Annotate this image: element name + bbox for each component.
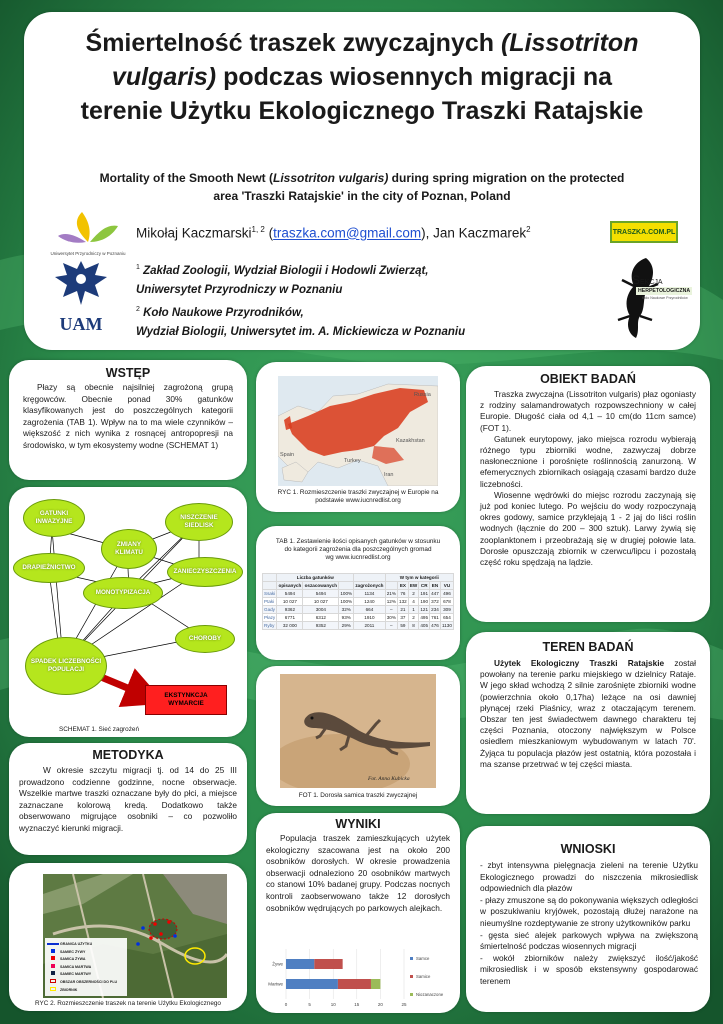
teren-heading: TEREN BADAŃ (542, 640, 634, 654)
tab1-table: Liczba gatunków W tym w kategorii opisanych oszacowanych zagrożonych EX EW CR EN VU Ssaki 5494 5494 100% 1134 21% 76 2 191 447 496 Ptaki 10 027 10 027 100% 1240 12% 132 4 190 372 678 Gady 9362 3004 32% 664 – 21 1 121 234 309 Płazy 6771 6312 93% 1910 30% 37 2 495 761 654 Ryby 32 000 9352 29% 2011 – 59 8 405 476 1130 (264, 575, 452, 628)
node-gatunki-inwazyjne: GATUNKI INWAZYJNE (23, 499, 85, 537)
wstep-panel (9, 360, 247, 480)
chart-xtick-label: 0 (284, 1002, 288, 1007)
node-ekstynkcja: EKSTYNKCJA WYMARCIE (145, 685, 227, 715)
node-zmiany-klimatu: ZMIANY KLIMATU (101, 529, 157, 569)
obiekt-panel (466, 366, 710, 622)
node-choroby: CHOROBY (175, 625, 235, 653)
legend-zbiornik: ZBIORNIK (47, 987, 117, 995)
chart-category-label: Żywe (272, 961, 283, 967)
node-niszczenie-siedlisk: NISZCZENIE SIEDLISK (165, 503, 233, 541)
table-row: Gady 9362 3004 32% 664 – 21 1 121 234 309 (263, 606, 454, 614)
header-panel (24, 12, 700, 350)
chart-xtick-label: 10 (330, 1002, 336, 1007)
chart-bar (314, 959, 342, 969)
chart-category-label: Martwe (268, 981, 283, 987)
legend-samiec-martwy: SAMIEC MARTWY (47, 971, 117, 979)
obiekt-p1: Traszka zwyczajna (Lissotriton vulgaris) płaz ogoniasty z rodziny salamandrowatych rozpowszechniony w całej Europie. Długość ciała od 4,1 – 10 cm(do 11cm samce) (FOT 1). (480, 389, 696, 433)
table-row: Płazy 6771 6312 93% 1910 30% 37 2 495 761 654 (263, 614, 454, 622)
teren-panel (466, 632, 710, 814)
chart-xtick-label: 15 (354, 1002, 360, 1007)
chart-xtick-label: 5 (308, 1002, 311, 1007)
node-drapieznictwo: DRAPIEŻNICTWO (13, 553, 85, 583)
wyniki-heading: WYNIKI (335, 817, 381, 831)
tab1-caption: TAB 1. Zestawienie ilości opisanych gatunków w stosunku do kategorii zagrożenia dla poszczególnych gromad wg www.iucnredlist.org (275, 538, 441, 561)
teren-text: Użytek Ekologiczny Traszki Ratajskie został powołany na terenie parku miejskiego w dzielnicy Rataje. W jego skład wchodzą 2 silnie zarośnięte zbiorniki wodne (powierzchnia około 0,17ha) leżące na osi dawniej płynącej rzeki Piaśnicy, wraz z otaczającym terenem. Obszar ten jest świadectwem dawnego charakteru tej części Poznania, otoczony największym w Polsce osiedlem mieszkaniowym wybudowanym w latach 70'. Żyjąca tu populacja płazów jest ostatnią, która pozostała i ma szanse przetrwać w tej części miasta. (480, 658, 696, 769)
chart-legend-swatch (410, 975, 413, 978)
schemat-caption: SCHEMAT 1. Sieć zagrożeń (59, 726, 140, 733)
wyniki-chart (264, 945, 454, 1009)
ryc2-caption: RYC 2. Rozmieszczenie traszek na terenie Użytku Ekologicznego (34, 1000, 221, 1007)
wstep-text: Płazy są obecnie najsilniej zagrożoną grupą kręgowców. Obecnie ponad 30% gatunków klasyfikowanych jest do poszczególnych kategorii zagrożenia (TAB 1). Wpływ na to ma wiele czynników – większość z nich wynika z rosnącej antropopresji na środowisko, w tym ekosystemy wodne (SCHEMAT 1) (23, 382, 233, 450)
fot1-newt-photo (280, 674, 436, 788)
logo-uam: UAM (48, 255, 114, 337)
metodyka-text: W okresie szczytu migracji tj. od 14 do 25 III prowadzono codzienne godzinne, nocne obserwacje. Wszelkie martwe traszki oznaczane były do płci, a miejsce zaznaczane kolorową kredą. Dodatkowo także obserwowano migrujące osobniki – co pozwoliło wyznaczyć kierunki migracji. (19, 765, 237, 833)
logo-traszka: TRASZKA.COM.PL (610, 221, 678, 243)
map-label-russia: Russia (414, 392, 431, 398)
node-monotypizacja: MONOTYPIZACJA (83, 577, 163, 609)
map-label-turkey: Turkey (344, 458, 361, 464)
logo-sekcja: SEKCJA HERPETOLOGICZNA Koło Naukowe Przyrodników (606, 254, 698, 342)
chart-bar (338, 979, 371, 989)
ryc1-panel (256, 362, 460, 512)
map-label-spain: Spain (280, 452, 295, 458)
chart-bar (371, 979, 380, 989)
chart-bar (286, 979, 338, 989)
legend-samica-zywa: SAMICA ŻYWA (47, 956, 117, 964)
ryc1-caption: RYC 1. Rozmieszczenie traszki zwyczajnej w Europie na podstawie www.iucnredlist.org (277, 489, 439, 504)
chart-bar (286, 959, 314, 969)
wnioski-panel (466, 826, 710, 1012)
schemat-panel (9, 487, 247, 737)
authors: Mikołaj Kaczmarski$^{1, 2}$ (traszka.com@gmail.com), Jan Kaczmarek$^2$ (136, 225, 531, 241)
wyniki-panel (256, 813, 460, 1013)
fot1-caption: FOT 1. Dorosła samica traszki zwyczajnej (298, 792, 418, 799)
table-row: Ryby 32 000 9352 29% 2011 – 59 8 405 476 1130 (264, 623, 452, 628)
wnioski-heading: WNIOSKI (560, 842, 616, 856)
node-zanieczyszczenia: ZANIECZYSZCZENIA (167, 557, 243, 587)
legend-samiec-zywy: SAMIEC ŻYWY (47, 949, 117, 957)
metodyka-heading: METODYKA (92, 748, 164, 762)
wstep-heading: WSTĘP (105, 366, 151, 380)
poster-title: Śmiertelność traszek zwyczajnych (Lissotriton vulgaris) podczas wiosennych migracji na terenie Użytku Ekologicznego Traszki Ratajskie (80, 29, 644, 125)
affiliations: $^1$ Zakład Zoologii, Wydział Biologii i Hodowli Zwierząt, Uniwersytet Przyrodniczy w Poznaniu $^2$ Koło Naukowe Przyrodników, Wydział Biologii, Uniwersytet im. A. Mickiewicza w Poznaniu (136, 264, 466, 338)
table-row: Ssaki 5494 5494 100% 1134 21% 76 2 191 447 496 (263, 590, 454, 598)
eagle-icon (51, 255, 111, 311)
legend-granica: GRANICA UŻYTKU (47, 941, 117, 949)
author-email-link[interactable]: traszka.com@gmail.com (273, 225, 422, 241)
chart-legend-label: Samice (416, 974, 431, 979)
metodyka-panel (9, 743, 247, 855)
chart-legend-swatch (410, 993, 413, 996)
legend-samica-martwa: SAMICA MARTWA (47, 964, 117, 972)
wyniki-text: Populacja traszek zamieszkujących użytek ekologiczny szacowana jest na około 200 osobników dorosłych. W okresie prowadzenia obserwacji odnaleziono 20 osobników martwych co stanowi 10% badanej grupy. Podczas nocnych kontroli zaobserwowano także 12 dorosłych osobników wędrujących po parkowych alejkach. (266, 833, 450, 913)
obiekt-heading: OBIEKT BADAŃ (540, 372, 636, 386)
chart-xtick-label: 20 (377, 1002, 383, 1007)
legend-obszar: OBSZAR OBSZERNOŚCI DO PLU (47, 979, 117, 987)
tab1-panel (256, 526, 460, 660)
map-label-kazakhstan: Kazakhstan (396, 438, 425, 444)
up-leaf-icon (38, 208, 138, 246)
wnioski-item: - gęsta sieć alejek parkowych wpływa na zwiększoną śmiertelność podczas wiosennych migracji (480, 929, 698, 952)
fot1-credit: Fot. Anna Kubicka (368, 776, 410, 782)
obiekt-p3: Wiosenne wędrówki do miejsc rozrodu zaczynają się już pod koniec lutego. Po wejściu do wody rozpoczynają okres godowy, samice przyklejają 1 - 2 jaj do liści roślin wodnych (łącznie do 200 – 300 sztuk). Larwy żywią się zooplanktonem i przeobrażają się w drugiej połowie lata. Dorosłe opuszczają zbiornik w czerwcu/lipcu i pozostałą część roku spędzają na lądzie. (480, 489, 696, 568)
fot1-panel (256, 666, 460, 806)
node-spadek-populacji: SPADEK LICZEBNOŚCI POPULACJI (25, 637, 107, 695)
chart-legend-label: Niozanaczone (416, 992, 444, 997)
chart-xtick-label: 25 (401, 1002, 407, 1007)
wnioski-item: - płazy zmuszone są do pokonywania większych odległości w poszukiwaniu kryjówek, pozostają dłużej narażone na nieumyślne rozdeptywanie ze strony użytkowników parku (480, 894, 698, 928)
poster-subtitle: Mortality of the Smooth Newt (Lissotriton vulgaris) during spring migration on the protected area 'Traszki Ratajskie' in the city of Poznan, Poland (99, 171, 625, 203)
wnioski-item: - zbyt intensywna pielęgnacja zieleni na terenie Użytku Ekologicznego prowadzi do niszczenia mikrosiedlisk odpowiednich dla płazów (480, 860, 698, 894)
obiekt-p2: Gatunek eurytopowy, jako miejsca rozrodu wybierają różnego typu zbiorniki wodne, zazwyczaj dobrze nasłonecznione i porośnięte roślinnością zanurzoną. W efemerycznych zbiornikach osiągają czasami bardzo duże liczebności. (480, 433, 696, 489)
chart-legend-label: Samce (416, 956, 430, 961)
ryc2-panel (9, 863, 247, 1011)
logo-up: Uniwersytet Przyrodniczy w Poznaniu (38, 208, 138, 256)
chart-legend-swatch (410, 957, 413, 960)
map-label-iran: Iran (384, 472, 394, 478)
wnioski-item: - wokół zbiorników należy zwiększyć ilość/jakość mikrosiedlisk i w sposób ekstensywny gospodarować terenem (480, 952, 698, 986)
table-row: Ptaki 10 027 10 027 100% 1240 12% 132 4 190 372 678 (263, 598, 454, 606)
ryc2-legend (47, 941, 117, 994)
